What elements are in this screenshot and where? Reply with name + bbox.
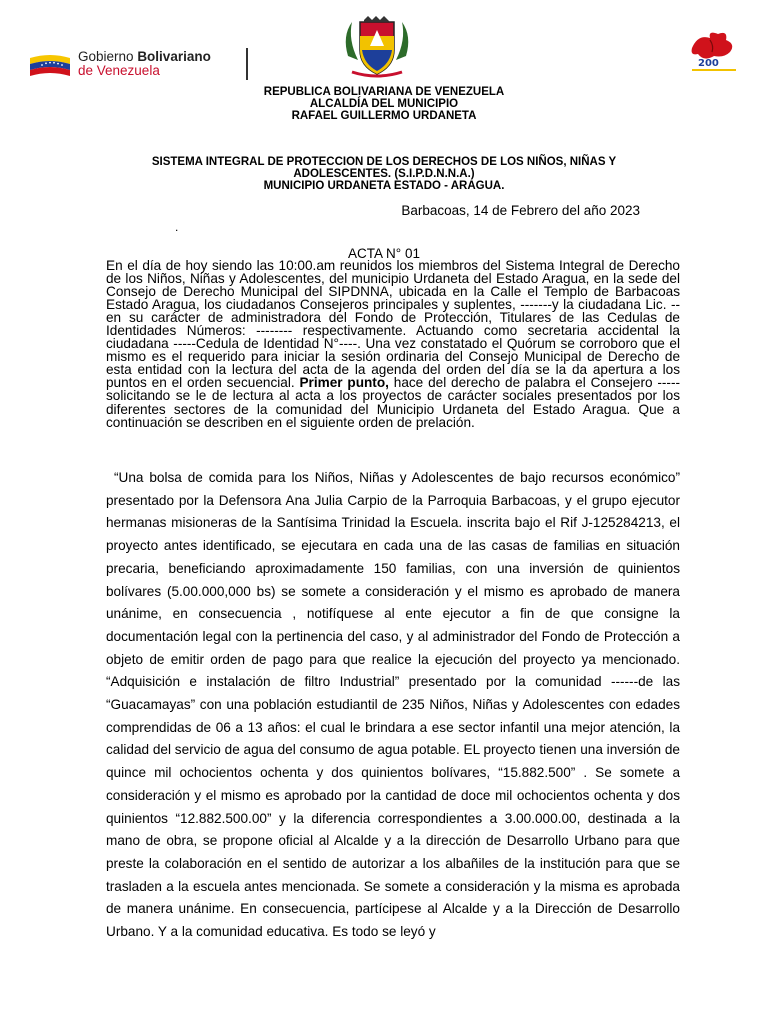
paragraph-opening-text: En el día de hoy siendo las 10:00.am reunidos los miembros del Sistema Integral de Derecho de los Niños, Niñas y Adolescentes, del municipio Urdaneta del Estado Aragua, en la sede del Consejo de Derecho Municipal del SIPDNNA, ubicada en la Calle el Templo de Barbacoas Estado Aragua, los ciudadanos Consejeros principales y suplentes, -------y la ciudadana Lic. --en su carácter de administradora del Fondo de Protección, Titulares de las Cedulas de Identidades Números: -------- respectivamente. Actuando como secretaria accidental la ciudadana -----Cedula de Identidad N°----. Una vez constatado el Quórum se corroboro que el mismo es el requerido para iniciar la sesión ordinaria del Consejo Municipal de Derecho de esta entidad con la lectura del acta de la agenda del orden del día se la da apertura a los puntos en el orden secuencial. xyxy=(106,258,680,391)
gob-prefix: Gobierno xyxy=(78,49,134,64)
municipal-coat-of-arms-icon xyxy=(338,16,416,80)
header-line-1: REPUBLICA BOLIVARIANA DE VENEZUELA xyxy=(263,86,505,98)
svg-text:200: 200 xyxy=(698,58,719,69)
paragraph-opening-continued: hace del derecho de palabra el Consejero -----solicitando se le de lectura al acta a los proyectos de carácter sociales presentados por los diferentes sectores de la comunidad del Municipio Urdaneta del Estado Aragua. Que a continuación se describen en el siguiente orden de prelación. xyxy=(106,375,680,430)
acta-title: ACTA N° 01 xyxy=(348,246,420,261)
paragraph-opening xyxy=(106,259,680,429)
logo-divider xyxy=(246,48,248,80)
system-header xyxy=(0,156,768,192)
stray-dot: . xyxy=(175,220,179,234)
header-line-2: ALCALDÍA DEL MUNICIPIO xyxy=(309,98,459,110)
bicentenario-logo-icon xyxy=(684,28,744,74)
venezuela-flag-icon xyxy=(28,52,72,78)
system-line-3: MUNICIPIO URDANETA ESTADO - ARAGUA. xyxy=(263,180,505,192)
system-line-2: ADOLESCENTES. (S.I.P.D.N.N.A.) xyxy=(293,168,475,180)
gobierno-text xyxy=(78,50,211,78)
gobierno-bolivariano-logo xyxy=(28,48,258,82)
primer-punto-label: Primer punto, xyxy=(299,375,389,391)
gob-bold: Bolivariano xyxy=(137,49,211,64)
header-line-3: RAFAEL GUILLERMO URDANETA xyxy=(291,110,477,122)
document-date: Barbacoas, 14 de Febrero del año 2023 xyxy=(401,203,640,218)
gob-line2: de Venezuela xyxy=(78,63,160,78)
system-line-1: SISTEMA INTEGRAL DE PROTECCION DE LOS DERECHOS DE LOS NIÑOS, NIÑAS Y xyxy=(151,156,617,168)
institution-header xyxy=(0,86,768,122)
paragraph-projects: “Una bolsa de comida para los Niños, Niñas y Adolescentes de bajo recursos económico” presentado por la Defensora Ana Julia Carpio de la Parroquia Barbacoas, y el grupo ejecutor hermanas misioneras de la Santísima Trinidad la Escuela. inscrita bajo el Rif J-125284213, el proyecto antes identificado, se ejecutara en cada una de las casas de familias en situación precaria, beneficiando aproximadamente 150 familias, con una inversión de quinientos bolívares (5.00.000,000 bs) se somete a consideración y el mismo es aprobado de manera unánime, en consecuencia , notifíquese al ente ejecutor a fin de que consigne la documentación legal con la pertinencia del caso, y al administrador del Fondo de Protección a objeto de emitir orden de pago para que realice la ejecución del proyecto ya mencionado. “Adquisición e instalación de filtro Industrial” presentado por la comunidad ------de las “Guacamayas” con una población estudiantil de 235 Niños, Niñas y Adolescentes con edades comprendidas de 06 a 13 años: el cual le brindara a ese sector infantil una mejor atención, la calidad del servicio de agua del consumo de agua potable. EL proyecto tienen una inversión de quince mil ochocientos ochenta y dos quinientos bolívares, “15.882.500” . Se somete a consideración y el mismo es aprobado por la cantidad de doce mil ochocientos ochenta y dos quinientos “12.882.500.00” y la diferencia correspondientes a 3.00.000.00, destinada a la mano de obra, se propone oficial al Alcalde y a la dirección de Desarrollo Urbano para que preste la colaboración en el sentido de autorizar a los albañiles de la institución para que se trasladen a la escuela antes mencionada. Se somete a consideración y la misma es aprobada de manera unánime. En consecuencia, partícipese al Alcalde y a la Dirección de Desarrollo Urbano. Y a la comunidad educativa. Es todo se leyó y xyxy=(106,470,680,940)
